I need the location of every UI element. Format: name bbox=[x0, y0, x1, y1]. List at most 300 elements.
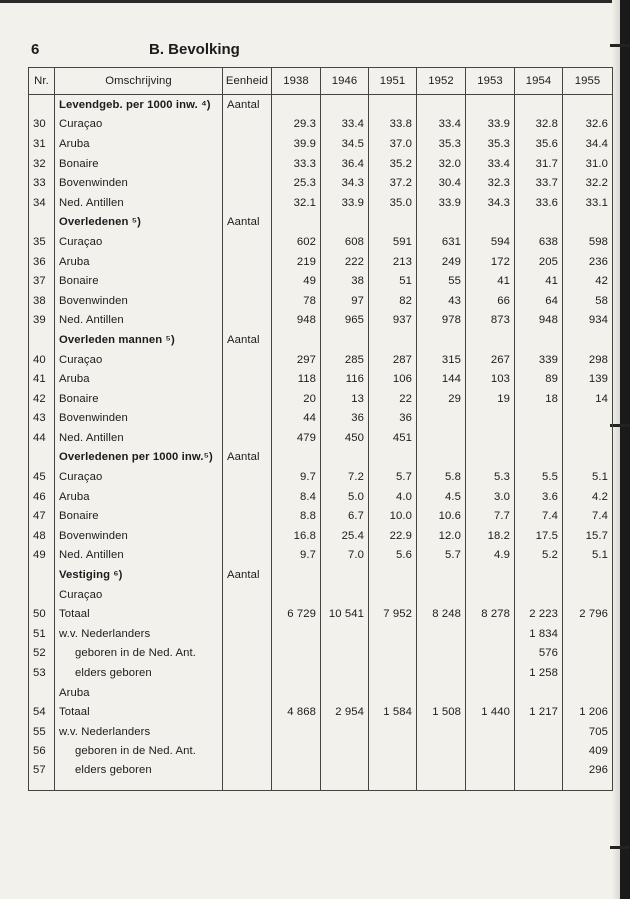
value-cell: 106 bbox=[369, 369, 417, 389]
value-cell: 34.3 bbox=[466, 193, 515, 213]
value-cell: 2 954 bbox=[321, 702, 369, 722]
row-number: 39 bbox=[29, 311, 55, 331]
value-cell: 285 bbox=[321, 350, 369, 370]
table-row bbox=[29, 134, 613, 154]
value-cell: 2 796 bbox=[563, 604, 613, 624]
value-cell: 5.6 bbox=[369, 546, 417, 566]
value-cell: 32.0 bbox=[417, 154, 466, 174]
row-unit bbox=[223, 761, 272, 791]
table-row bbox=[29, 585, 613, 605]
row-number: 43 bbox=[29, 409, 55, 429]
row-number: 32 bbox=[29, 154, 55, 174]
value-cell bbox=[466, 585, 515, 605]
value-cell: 948 bbox=[272, 311, 321, 331]
value-cell: 638 bbox=[515, 232, 563, 252]
value-cell: 33.6 bbox=[515, 193, 563, 213]
row-description: geboren in de Ned. Ant. bbox=[55, 742, 223, 762]
value-cell: 7.4 bbox=[515, 506, 563, 526]
value-cell bbox=[515, 742, 563, 762]
value-cell: 297 bbox=[272, 350, 321, 370]
value-cell: 5.1 bbox=[563, 467, 613, 487]
row-unit bbox=[223, 232, 272, 252]
value-cell: 32.8 bbox=[515, 115, 563, 135]
value-cell bbox=[515, 95, 563, 115]
value-cell bbox=[321, 742, 369, 762]
value-cell: 451 bbox=[369, 428, 417, 448]
row-unit: Aantal bbox=[223, 448, 272, 468]
value-cell: 576 bbox=[515, 644, 563, 664]
page-tick-mark bbox=[610, 846, 630, 849]
value-cell bbox=[466, 742, 515, 762]
value-cell bbox=[369, 95, 417, 115]
value-cell: 29.3 bbox=[272, 115, 321, 135]
value-cell bbox=[466, 409, 515, 429]
table-row bbox=[29, 232, 613, 252]
table-row bbox=[29, 350, 613, 370]
row-unit bbox=[223, 742, 272, 762]
value-cell: 296 bbox=[563, 761, 613, 791]
value-cell bbox=[272, 624, 321, 644]
value-cell: 16.8 bbox=[272, 526, 321, 546]
value-cell: 5.2 bbox=[515, 546, 563, 566]
row-description: Aruba bbox=[55, 252, 223, 272]
value-cell bbox=[272, 448, 321, 468]
row-number: 35 bbox=[29, 232, 55, 252]
value-cell bbox=[417, 742, 466, 762]
value-cell bbox=[563, 585, 613, 605]
row-description: Ned. Antillen bbox=[55, 546, 223, 566]
table-row bbox=[29, 409, 613, 429]
value-cell: 33.4 bbox=[417, 115, 466, 135]
value-cell bbox=[417, 663, 466, 683]
row-unit bbox=[223, 193, 272, 213]
value-cell bbox=[272, 565, 321, 585]
value-cell bbox=[563, 663, 613, 683]
row-description: Bonaire bbox=[55, 154, 223, 174]
table-section-row bbox=[29, 565, 613, 585]
row-unit bbox=[223, 624, 272, 644]
value-cell: 1 258 bbox=[515, 663, 563, 683]
value-cell bbox=[321, 448, 369, 468]
value-cell: 34.5 bbox=[321, 134, 369, 154]
value-cell: 965 bbox=[321, 311, 369, 331]
value-cell: 41 bbox=[466, 271, 515, 291]
value-cell: 705 bbox=[563, 722, 613, 742]
value-cell: 36.4 bbox=[321, 154, 369, 174]
row-description: Bovenwinden bbox=[55, 173, 223, 193]
table-row bbox=[29, 644, 613, 664]
value-cell bbox=[466, 722, 515, 742]
value-cell: 7.4 bbox=[563, 506, 613, 526]
row-unit bbox=[223, 702, 272, 722]
value-cell: 479 bbox=[272, 428, 321, 448]
value-cell: 35.2 bbox=[369, 154, 417, 174]
row-unit bbox=[223, 506, 272, 526]
value-cell: 450 bbox=[321, 428, 369, 448]
table-section-row bbox=[29, 95, 613, 115]
section-heading: Vestiging ⁶) bbox=[55, 565, 223, 585]
page-right-edge bbox=[620, 0, 630, 899]
value-cell bbox=[563, 448, 613, 468]
header-year: 1954 bbox=[515, 68, 563, 95]
value-cell: 631 bbox=[417, 232, 466, 252]
value-cell bbox=[417, 95, 466, 115]
value-cell: 33.4 bbox=[466, 154, 515, 174]
value-cell: 33.7 bbox=[515, 173, 563, 193]
value-cell: 873 bbox=[466, 311, 515, 331]
value-cell bbox=[272, 742, 321, 762]
value-cell: 172 bbox=[466, 252, 515, 272]
value-cell: 30.4 bbox=[417, 173, 466, 193]
value-cell: 7.0 bbox=[321, 546, 369, 566]
value-cell: 17.5 bbox=[515, 526, 563, 546]
row-unit bbox=[223, 604, 272, 624]
value-cell bbox=[563, 95, 613, 115]
row-description: Bonaire bbox=[55, 271, 223, 291]
row-unit bbox=[223, 644, 272, 664]
row-description: Bovenwinden bbox=[55, 291, 223, 311]
table-section-row bbox=[29, 448, 613, 468]
value-cell: 4.9 bbox=[466, 546, 515, 566]
value-cell bbox=[515, 330, 563, 350]
value-cell: 7.7 bbox=[466, 506, 515, 526]
table-row bbox=[29, 506, 613, 526]
value-cell bbox=[515, 722, 563, 742]
value-cell: 10 541 bbox=[321, 604, 369, 624]
header-year: 1955 bbox=[563, 68, 613, 95]
table-row bbox=[29, 193, 613, 213]
row-description: Curaçao bbox=[55, 350, 223, 370]
value-cell: 1 508 bbox=[417, 702, 466, 722]
page-tick-mark bbox=[610, 424, 630, 427]
value-cell bbox=[369, 761, 417, 791]
value-cell bbox=[563, 330, 613, 350]
value-cell bbox=[466, 213, 515, 233]
row-unit bbox=[223, 428, 272, 448]
value-cell bbox=[321, 761, 369, 791]
section-heading: Overleden mannen ⁵) bbox=[55, 330, 223, 350]
value-cell bbox=[563, 565, 613, 585]
value-cell bbox=[417, 624, 466, 644]
page-number: 6 bbox=[31, 41, 40, 58]
row-number: 46 bbox=[29, 487, 55, 507]
value-cell: 19 bbox=[466, 389, 515, 409]
row-unit bbox=[223, 467, 272, 487]
row-number bbox=[29, 330, 55, 350]
value-cell: 978 bbox=[417, 311, 466, 331]
row-unit bbox=[223, 683, 272, 703]
value-cell: 236 bbox=[563, 252, 613, 272]
value-cell bbox=[369, 742, 417, 762]
row-number bbox=[29, 448, 55, 468]
row-unit bbox=[223, 526, 272, 546]
row-description: Curaçao bbox=[55, 232, 223, 252]
row-number: 50 bbox=[29, 604, 55, 624]
value-cell bbox=[272, 722, 321, 742]
row-description: Aruba bbox=[55, 487, 223, 507]
header-year: 1953 bbox=[466, 68, 515, 95]
value-cell: 37.2 bbox=[369, 173, 417, 193]
table-row bbox=[29, 742, 613, 762]
value-cell: 4.2 bbox=[563, 487, 613, 507]
value-cell: 25.3 bbox=[272, 173, 321, 193]
row-description: Bovenwinden bbox=[55, 526, 223, 546]
row-unit bbox=[223, 252, 272, 272]
value-cell bbox=[515, 213, 563, 233]
value-cell: 937 bbox=[369, 311, 417, 331]
section-title: B. Bevolking bbox=[149, 41, 240, 58]
value-cell bbox=[369, 663, 417, 683]
value-cell bbox=[417, 213, 466, 233]
value-cell: 33.4 bbox=[321, 115, 369, 135]
row-description: Bonaire bbox=[55, 389, 223, 409]
value-cell bbox=[369, 330, 417, 350]
row-number: 49 bbox=[29, 546, 55, 566]
value-cell: 18 bbox=[515, 389, 563, 409]
value-cell: 32.6 bbox=[563, 115, 613, 135]
table-row bbox=[29, 761, 613, 791]
value-cell bbox=[563, 683, 613, 703]
value-cell: 591 bbox=[369, 232, 417, 252]
row-number bbox=[29, 95, 55, 115]
value-cell: 66 bbox=[466, 291, 515, 311]
value-cell: 3.0 bbox=[466, 487, 515, 507]
value-cell: 4 868 bbox=[272, 702, 321, 722]
value-cell bbox=[321, 565, 369, 585]
value-cell bbox=[563, 624, 613, 644]
value-cell: 213 bbox=[369, 252, 417, 272]
row-number: 34 bbox=[29, 193, 55, 213]
row-unit bbox=[223, 134, 272, 154]
value-cell: 33.8 bbox=[369, 115, 417, 135]
row-description: Curaçao bbox=[55, 467, 223, 487]
value-cell: 409 bbox=[563, 742, 613, 762]
value-cell bbox=[466, 644, 515, 664]
value-cell bbox=[272, 683, 321, 703]
value-cell: 2 223 bbox=[515, 604, 563, 624]
row-number: 30 bbox=[29, 115, 55, 135]
value-cell bbox=[466, 428, 515, 448]
row-unit bbox=[223, 487, 272, 507]
value-cell bbox=[369, 213, 417, 233]
value-cell bbox=[417, 722, 466, 742]
value-cell bbox=[272, 330, 321, 350]
row-number: 40 bbox=[29, 350, 55, 370]
header-year: 1952 bbox=[417, 68, 466, 95]
value-cell: 1 217 bbox=[515, 702, 563, 722]
value-cell: 5.5 bbox=[515, 467, 563, 487]
table-body bbox=[29, 95, 613, 791]
value-cell: 43 bbox=[417, 291, 466, 311]
value-cell: 12.0 bbox=[417, 526, 466, 546]
value-cell bbox=[515, 565, 563, 585]
header-year: 1938 bbox=[272, 68, 321, 95]
table-row bbox=[29, 467, 613, 487]
row-description: Ned. Antillen bbox=[55, 311, 223, 331]
value-cell: 7.2 bbox=[321, 467, 369, 487]
value-cell: 58 bbox=[563, 291, 613, 311]
value-cell bbox=[515, 428, 563, 448]
row-description: Totaal bbox=[55, 604, 223, 624]
value-cell: 33.9 bbox=[417, 193, 466, 213]
value-cell: 35.3 bbox=[466, 134, 515, 154]
value-cell: 35.0 bbox=[369, 193, 417, 213]
table-section-row bbox=[29, 330, 613, 350]
table-row bbox=[29, 428, 613, 448]
value-cell: 22 bbox=[369, 389, 417, 409]
table-row bbox=[29, 663, 613, 683]
value-cell bbox=[417, 565, 466, 585]
value-cell: 10.6 bbox=[417, 506, 466, 526]
table-row bbox=[29, 389, 613, 409]
value-cell: 602 bbox=[272, 232, 321, 252]
row-unit bbox=[223, 350, 272, 370]
value-cell: 35.6 bbox=[515, 134, 563, 154]
page-top-edge bbox=[0, 0, 630, 3]
value-cell: 34.3 bbox=[321, 173, 369, 193]
row-number: 44 bbox=[29, 428, 55, 448]
row-number: 33 bbox=[29, 173, 55, 193]
value-cell: 934 bbox=[563, 311, 613, 331]
value-cell: 15.7 bbox=[563, 526, 613, 546]
row-number bbox=[29, 683, 55, 703]
value-cell: 32.2 bbox=[563, 173, 613, 193]
value-cell: 4.0 bbox=[369, 487, 417, 507]
value-cell: 42 bbox=[563, 271, 613, 291]
table-row bbox=[29, 154, 613, 174]
table-row bbox=[29, 252, 613, 272]
value-cell bbox=[272, 213, 321, 233]
value-cell bbox=[321, 683, 369, 703]
row-number: 37 bbox=[29, 271, 55, 291]
row-description: Aruba bbox=[55, 134, 223, 154]
value-cell: 41 bbox=[515, 271, 563, 291]
value-cell: 13 bbox=[321, 389, 369, 409]
value-cell: 8.4 bbox=[272, 487, 321, 507]
value-cell: 5.0 bbox=[321, 487, 369, 507]
table-row bbox=[29, 311, 613, 331]
value-cell: 38 bbox=[321, 271, 369, 291]
row-unit: Aantal bbox=[223, 565, 272, 585]
value-cell: 5.7 bbox=[417, 546, 466, 566]
value-cell: 219 bbox=[272, 252, 321, 272]
value-cell: 31.0 bbox=[563, 154, 613, 174]
row-description: Totaal bbox=[55, 702, 223, 722]
value-cell bbox=[272, 95, 321, 115]
row-number: 54 bbox=[29, 702, 55, 722]
value-cell bbox=[369, 683, 417, 703]
value-cell: 598 bbox=[563, 232, 613, 252]
value-cell bbox=[369, 585, 417, 605]
table-row bbox=[29, 604, 613, 624]
row-description: elders geboren bbox=[55, 663, 223, 683]
value-cell bbox=[417, 683, 466, 703]
table-header bbox=[29, 68, 613, 95]
value-cell: 10.0 bbox=[369, 506, 417, 526]
value-cell: 103 bbox=[466, 369, 515, 389]
value-cell bbox=[563, 428, 613, 448]
value-cell bbox=[563, 409, 613, 429]
value-cell: 32.1 bbox=[272, 193, 321, 213]
value-cell bbox=[272, 644, 321, 664]
value-cell: 205 bbox=[515, 252, 563, 272]
page-right-shade bbox=[612, 0, 620, 899]
page-tick-mark bbox=[610, 44, 630, 47]
value-cell: 6.7 bbox=[321, 506, 369, 526]
row-unit: Aantal bbox=[223, 330, 272, 350]
value-cell: 948 bbox=[515, 311, 563, 331]
row-number: 56 bbox=[29, 742, 55, 762]
row-description: Aruba bbox=[55, 369, 223, 389]
value-cell: 29 bbox=[417, 389, 466, 409]
value-cell: 1 584 bbox=[369, 702, 417, 722]
value-cell bbox=[466, 565, 515, 585]
value-cell: 5.1 bbox=[563, 546, 613, 566]
value-cell bbox=[321, 644, 369, 664]
value-cell: 4.5 bbox=[417, 487, 466, 507]
table-row bbox=[29, 624, 613, 644]
value-cell: 1 834 bbox=[515, 624, 563, 644]
row-number: 52 bbox=[29, 644, 55, 664]
row-description: geboren in de Ned. Ant. bbox=[55, 644, 223, 664]
value-cell: 36 bbox=[369, 409, 417, 429]
section-heading: Overledenen per 1000 inw.⁵) bbox=[55, 448, 223, 468]
value-cell: 222 bbox=[321, 252, 369, 272]
value-cell bbox=[417, 644, 466, 664]
row-unit bbox=[223, 271, 272, 291]
row-number: 51 bbox=[29, 624, 55, 644]
value-cell: 5.3 bbox=[466, 467, 515, 487]
value-cell bbox=[466, 448, 515, 468]
value-cell bbox=[466, 683, 515, 703]
value-cell: 1 206 bbox=[563, 702, 613, 722]
row-description: elders geboren bbox=[55, 761, 223, 791]
value-cell bbox=[515, 761, 563, 791]
value-cell: 22.9 bbox=[369, 526, 417, 546]
value-cell bbox=[515, 585, 563, 605]
value-cell bbox=[321, 722, 369, 742]
value-cell: 36 bbox=[321, 409, 369, 429]
row-unit bbox=[223, 115, 272, 135]
value-cell bbox=[515, 448, 563, 468]
value-cell: 25.4 bbox=[321, 526, 369, 546]
value-cell: 1 440 bbox=[466, 702, 515, 722]
value-cell bbox=[466, 761, 515, 791]
population-table bbox=[28, 67, 613, 791]
table-row bbox=[29, 487, 613, 507]
row-unit bbox=[223, 409, 272, 429]
section-heading: Levendgeb. per 1000 inw. ⁴) bbox=[55, 95, 223, 115]
value-cell: 64 bbox=[515, 291, 563, 311]
row-number: 38 bbox=[29, 291, 55, 311]
value-cell bbox=[515, 409, 563, 429]
value-cell bbox=[369, 565, 417, 585]
row-unit bbox=[223, 311, 272, 331]
header-nr: Nr. bbox=[29, 68, 55, 95]
value-cell: 33.9 bbox=[466, 115, 515, 135]
value-cell bbox=[272, 663, 321, 683]
value-cell: 8.8 bbox=[272, 506, 321, 526]
row-unit bbox=[223, 291, 272, 311]
value-cell: 14 bbox=[563, 389, 613, 409]
value-cell bbox=[369, 644, 417, 664]
value-cell: 3.6 bbox=[515, 487, 563, 507]
value-cell bbox=[321, 330, 369, 350]
value-cell bbox=[466, 330, 515, 350]
value-cell bbox=[321, 213, 369, 233]
value-cell: 51 bbox=[369, 271, 417, 291]
value-cell: 33.3 bbox=[272, 154, 321, 174]
